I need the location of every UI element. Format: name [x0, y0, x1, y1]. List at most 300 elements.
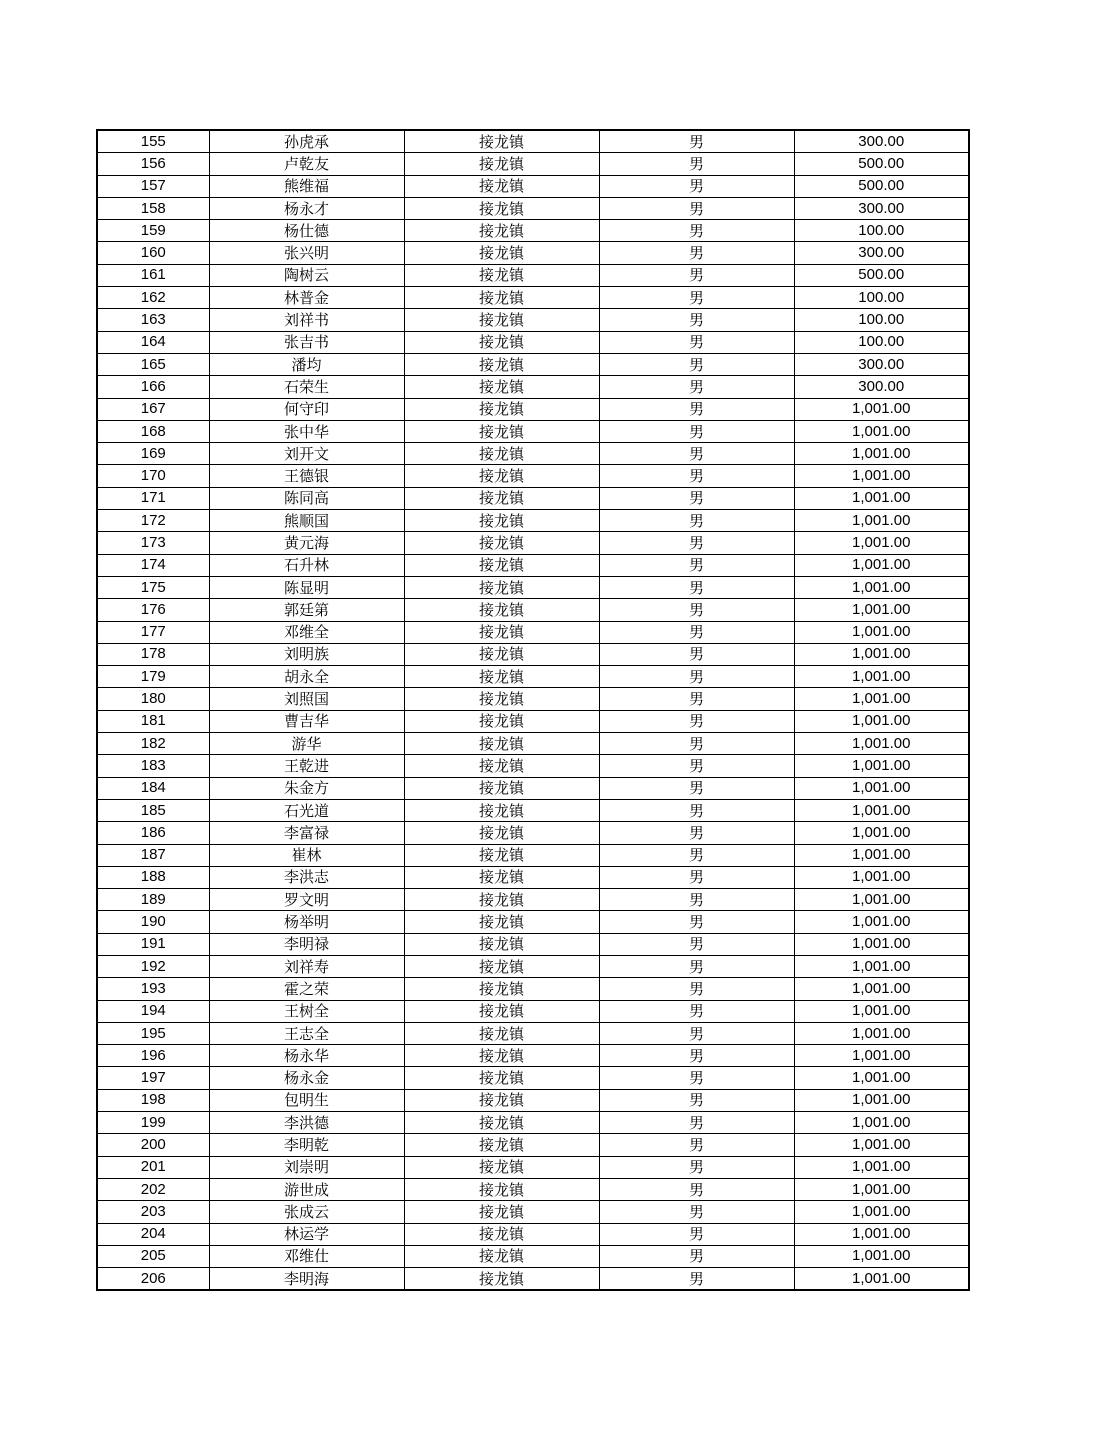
- amount-cell: 500.00: [794, 175, 969, 197]
- row-number-cell: 157: [97, 175, 209, 197]
- amount-cell: 1,001.00: [794, 1045, 969, 1067]
- table-row: [97, 710, 969, 732]
- name-cell: 邓维仕: [209, 1245, 404, 1267]
- amount-cell: 1,001.00: [794, 1134, 969, 1156]
- amount-cell: 1,001.00: [794, 465, 969, 487]
- amount-cell: 1,001.00: [794, 487, 969, 509]
- table-row: [97, 576, 969, 598]
- amount-cell: 1,001.00: [794, 510, 969, 532]
- name-cell: 刘崇明: [209, 1156, 404, 1178]
- gender-cell: 男: [599, 1245, 794, 1267]
- town-cell: 接龙镇: [404, 1178, 599, 1200]
- amount-cell: 1,001.00: [794, 554, 969, 576]
- table-row: [97, 1245, 969, 1267]
- town-cell: 接龙镇: [404, 1000, 599, 1022]
- town-cell: 接龙镇: [404, 710, 599, 732]
- name-cell: 杨永才: [209, 197, 404, 219]
- gender-cell: 男: [599, 889, 794, 911]
- town-cell: 接龙镇: [404, 621, 599, 643]
- amount-cell: 1,001.00: [794, 643, 969, 665]
- row-number-cell: 199: [97, 1112, 209, 1134]
- table-row: [97, 889, 969, 911]
- name-cell: 游华: [209, 733, 404, 755]
- name-cell: 杨永金: [209, 1067, 404, 1089]
- row-number-cell: 198: [97, 1089, 209, 1111]
- amount-cell: 1,001.00: [794, 532, 969, 554]
- town-cell: 接龙镇: [404, 510, 599, 532]
- town-cell: 接龙镇: [404, 242, 599, 264]
- amount-cell: 1,001.00: [794, 398, 969, 420]
- table-row: [97, 666, 969, 688]
- gender-cell: 男: [599, 1268, 794, 1291]
- table-row: [97, 822, 969, 844]
- town-cell: 接龙镇: [404, 911, 599, 933]
- row-number-cell: 171: [97, 487, 209, 509]
- name-cell: 刘祥书: [209, 309, 404, 331]
- town-cell: 接龙镇: [404, 1134, 599, 1156]
- town-cell: 接龙镇: [404, 220, 599, 242]
- table-row: [97, 220, 969, 242]
- town-cell: 接龙镇: [404, 1112, 599, 1134]
- table-row: [97, 398, 969, 420]
- gender-cell: 男: [599, 554, 794, 576]
- table-row: [97, 777, 969, 799]
- data-sheet: [96, 129, 968, 1291]
- name-cell: 张吉书: [209, 331, 404, 353]
- gender-cell: 男: [599, 309, 794, 331]
- gender-cell: 男: [599, 532, 794, 554]
- name-cell: 杨仕德: [209, 220, 404, 242]
- town-cell: 接龙镇: [404, 1067, 599, 1089]
- town-cell: 接龙镇: [404, 398, 599, 420]
- gender-cell: 男: [599, 576, 794, 598]
- row-number-cell: 200: [97, 1134, 209, 1156]
- gender-cell: 男: [599, 933, 794, 955]
- name-cell: 郭廷第: [209, 599, 404, 621]
- gender-cell: 男: [599, 1156, 794, 1178]
- name-cell: 陈显明: [209, 576, 404, 598]
- town-cell: 接龙镇: [404, 309, 599, 331]
- name-cell: 林普金: [209, 287, 404, 309]
- table-row: [97, 1201, 969, 1223]
- name-cell: 张兴明: [209, 242, 404, 264]
- table-row: [97, 130, 969, 153]
- gender-cell: 男: [599, 331, 794, 353]
- amount-cell: 300.00: [794, 242, 969, 264]
- row-number-cell: 185: [97, 799, 209, 821]
- town-cell: 接龙镇: [404, 331, 599, 353]
- table-row: [97, 309, 969, 331]
- gender-cell: 男: [599, 287, 794, 309]
- row-number-cell: 174: [97, 554, 209, 576]
- name-cell: 王树全: [209, 1000, 404, 1022]
- town-cell: 接龙镇: [404, 420, 599, 442]
- row-number-cell: 202: [97, 1178, 209, 1200]
- amount-cell: 1,001.00: [794, 1089, 969, 1111]
- amount-cell: 1,001.00: [794, 420, 969, 442]
- town-cell: 接龙镇: [404, 1223, 599, 1245]
- row-number-cell: 169: [97, 443, 209, 465]
- row-number-cell: 193: [97, 978, 209, 1000]
- amount-cell: 1,001.00: [794, 933, 969, 955]
- amount-cell: 1,001.00: [794, 1000, 969, 1022]
- amount-cell: 1,001.00: [794, 1223, 969, 1245]
- table-row: [97, 911, 969, 933]
- amount-cell: 1,001.00: [794, 1067, 969, 1089]
- name-cell: 刘明族: [209, 643, 404, 665]
- town-cell: 接龙镇: [404, 576, 599, 598]
- table-row: [97, 688, 969, 710]
- name-cell: 陶树云: [209, 264, 404, 286]
- name-cell: 李明海: [209, 1268, 404, 1291]
- table-row: [97, 1134, 969, 1156]
- table-row: [97, 1178, 969, 1200]
- row-number-cell: 163: [97, 309, 209, 331]
- name-cell: 陈同高: [209, 487, 404, 509]
- gender-cell: 男: [599, 599, 794, 621]
- row-number-cell: 167: [97, 398, 209, 420]
- gender-cell: 男: [599, 688, 794, 710]
- amount-cell: 1,001.00: [794, 1022, 969, 1044]
- row-number-cell: 160: [97, 242, 209, 264]
- name-cell: 曹吉华: [209, 710, 404, 732]
- table-row: [97, 866, 969, 888]
- name-cell: 朱金方: [209, 777, 404, 799]
- table-row: [97, 933, 969, 955]
- name-cell: 刘开文: [209, 443, 404, 465]
- town-cell: 接龙镇: [404, 1245, 599, 1267]
- amount-cell: 1,001.00: [794, 1268, 969, 1291]
- town-cell: 接龙镇: [404, 130, 599, 153]
- table-row: [97, 175, 969, 197]
- amount-cell: 100.00: [794, 309, 969, 331]
- gender-cell: 男: [599, 264, 794, 286]
- gender-cell: 男: [599, 1089, 794, 1111]
- row-number-cell: 197: [97, 1067, 209, 1089]
- gender-cell: 男: [599, 465, 794, 487]
- amount-cell: 1,001.00: [794, 844, 969, 866]
- gender-cell: 男: [599, 153, 794, 175]
- gender-cell: 男: [599, 755, 794, 777]
- town-cell: 接龙镇: [404, 264, 599, 286]
- row-number-cell: 168: [97, 420, 209, 442]
- name-cell: 何守印: [209, 398, 404, 420]
- gender-cell: 男: [599, 844, 794, 866]
- gender-cell: 男: [599, 733, 794, 755]
- gender-cell: 男: [599, 242, 794, 264]
- town-cell: 接龙镇: [404, 688, 599, 710]
- gender-cell: 男: [599, 1022, 794, 1044]
- name-cell: 孙虎承: [209, 130, 404, 153]
- name-cell: 刘祥寿: [209, 955, 404, 977]
- gender-cell: 男: [599, 799, 794, 821]
- town-cell: 接龙镇: [404, 866, 599, 888]
- name-cell: 李明禄: [209, 933, 404, 955]
- row-number-cell: 156: [97, 153, 209, 175]
- table-row: [97, 376, 969, 398]
- name-cell: 李洪志: [209, 866, 404, 888]
- name-cell: 黄元海: [209, 532, 404, 554]
- row-number-cell: 164: [97, 331, 209, 353]
- table-row: [97, 621, 969, 643]
- row-number-cell: 201: [97, 1156, 209, 1178]
- amount-cell: 1,001.00: [794, 443, 969, 465]
- row-number-cell: 195: [97, 1022, 209, 1044]
- table-row: [97, 153, 969, 175]
- table-row: [97, 599, 969, 621]
- name-cell: 张成云: [209, 1201, 404, 1223]
- amount-cell: 1,001.00: [794, 688, 969, 710]
- amount-cell: 500.00: [794, 153, 969, 175]
- name-cell: 李富禄: [209, 822, 404, 844]
- row-number-cell: 184: [97, 777, 209, 799]
- town-cell: 接龙镇: [404, 933, 599, 955]
- name-cell: 邓维全: [209, 621, 404, 643]
- town-cell: 接龙镇: [404, 532, 599, 554]
- name-cell: 王志全: [209, 1022, 404, 1044]
- table-row: [97, 264, 969, 286]
- gender-cell: 男: [599, 911, 794, 933]
- amount-cell: 1,001.00: [794, 733, 969, 755]
- town-cell: 接龙镇: [404, 1201, 599, 1223]
- amount-cell: 1,001.00: [794, 955, 969, 977]
- gender-cell: 男: [599, 777, 794, 799]
- amount-cell: 1,001.00: [794, 1201, 969, 1223]
- gender-cell: 男: [599, 1112, 794, 1134]
- name-cell: 熊维福: [209, 175, 404, 197]
- name-cell: 王乾进: [209, 755, 404, 777]
- table-row: [97, 733, 969, 755]
- row-number-cell: 189: [97, 889, 209, 911]
- row-number-cell: 188: [97, 866, 209, 888]
- town-cell: 接龙镇: [404, 353, 599, 375]
- gender-cell: 男: [599, 443, 794, 465]
- table-row: [97, 1223, 969, 1245]
- row-number-cell: 192: [97, 955, 209, 977]
- table-row: [97, 465, 969, 487]
- gender-cell: 男: [599, 197, 794, 219]
- town-cell: 接龙镇: [404, 287, 599, 309]
- table-row: [97, 443, 969, 465]
- town-cell: 接龙镇: [404, 844, 599, 866]
- gender-cell: 男: [599, 510, 794, 532]
- town-cell: 接龙镇: [404, 1268, 599, 1291]
- town-cell: 接龙镇: [404, 153, 599, 175]
- name-cell: 游世成: [209, 1178, 404, 1200]
- town-cell: 接龙镇: [404, 554, 599, 576]
- gender-cell: 男: [599, 353, 794, 375]
- amount-cell: 1,001.00: [794, 599, 969, 621]
- gender-cell: 男: [599, 643, 794, 665]
- gender-cell: 男: [599, 710, 794, 732]
- records-table: [96, 129, 970, 1291]
- amount-cell: 1,001.00: [794, 866, 969, 888]
- name-cell: 包明生: [209, 1089, 404, 1111]
- gender-cell: 男: [599, 1134, 794, 1156]
- name-cell: 霍之荣: [209, 978, 404, 1000]
- table-row: [97, 1067, 969, 1089]
- town-cell: 接龙镇: [404, 733, 599, 755]
- town-cell: 接龙镇: [404, 822, 599, 844]
- row-number-cell: 181: [97, 710, 209, 732]
- amount-cell: 1,001.00: [794, 889, 969, 911]
- gender-cell: 男: [599, 1045, 794, 1067]
- row-number-cell: 182: [97, 733, 209, 755]
- gender-cell: 男: [599, 487, 794, 509]
- row-number-cell: 180: [97, 688, 209, 710]
- name-cell: 石光道: [209, 799, 404, 821]
- gender-cell: 男: [599, 220, 794, 242]
- table-row: [97, 1112, 969, 1134]
- name-cell: 石荣生: [209, 376, 404, 398]
- row-number-cell: 191: [97, 933, 209, 955]
- table-row: [97, 287, 969, 309]
- row-number-cell: 204: [97, 1223, 209, 1245]
- table-row: [97, 197, 969, 219]
- town-cell: 接龙镇: [404, 1045, 599, 1067]
- table-row: [97, 242, 969, 264]
- amount-cell: 1,001.00: [794, 1178, 969, 1200]
- amount-cell: 1,001.00: [794, 822, 969, 844]
- amount-cell: 100.00: [794, 287, 969, 309]
- amount-cell: 1,001.00: [794, 978, 969, 1000]
- table-row: [97, 844, 969, 866]
- gender-cell: 男: [599, 666, 794, 688]
- gender-cell: 男: [599, 376, 794, 398]
- row-number-cell: 173: [97, 532, 209, 554]
- row-number-cell: 166: [97, 376, 209, 398]
- name-cell: 罗文明: [209, 889, 404, 911]
- table-row: [97, 978, 969, 1000]
- row-number-cell: 190: [97, 911, 209, 933]
- gender-cell: 男: [599, 1067, 794, 1089]
- row-number-cell: 170: [97, 465, 209, 487]
- town-cell: 接龙镇: [404, 889, 599, 911]
- gender-cell: 男: [599, 175, 794, 197]
- gender-cell: 男: [599, 1201, 794, 1223]
- amount-cell: 1,001.00: [794, 777, 969, 799]
- name-cell: 卢乾友: [209, 153, 404, 175]
- name-cell: 胡永全: [209, 666, 404, 688]
- table-row: [97, 755, 969, 777]
- name-cell: 熊顺国: [209, 510, 404, 532]
- row-number-cell: 175: [97, 576, 209, 598]
- table-row: [97, 955, 969, 977]
- name-cell: 潘均: [209, 353, 404, 375]
- town-cell: 接龙镇: [404, 1089, 599, 1111]
- amount-cell: 300.00: [794, 353, 969, 375]
- name-cell: 杨举明: [209, 911, 404, 933]
- gender-cell: 男: [599, 420, 794, 442]
- row-number-cell: 155: [97, 130, 209, 153]
- row-number-cell: 177: [97, 621, 209, 643]
- row-number-cell: 162: [97, 287, 209, 309]
- row-number-cell: 205: [97, 1245, 209, 1267]
- table-row: [97, 1045, 969, 1067]
- town-cell: 接龙镇: [404, 777, 599, 799]
- gender-cell: 男: [599, 978, 794, 1000]
- gender-cell: 男: [599, 1223, 794, 1245]
- amount-cell: 1,001.00: [794, 666, 969, 688]
- row-number-cell: 165: [97, 353, 209, 375]
- town-cell: 接龙镇: [404, 1156, 599, 1178]
- amount-cell: 300.00: [794, 197, 969, 219]
- table-row: [97, 1268, 969, 1291]
- name-cell: 李明乾: [209, 1134, 404, 1156]
- table-row: [97, 1000, 969, 1022]
- row-number-cell: 172: [97, 510, 209, 532]
- amount-cell: 1,001.00: [794, 1245, 969, 1267]
- amount-cell: 1,001.00: [794, 1112, 969, 1134]
- name-cell: 崔林: [209, 844, 404, 866]
- row-number-cell: 161: [97, 264, 209, 286]
- table-row: [97, 1022, 969, 1044]
- town-cell: 接龙镇: [404, 599, 599, 621]
- row-number-cell: 179: [97, 666, 209, 688]
- gender-cell: 男: [599, 1000, 794, 1022]
- amount-cell: 300.00: [794, 130, 969, 153]
- amount-cell: 100.00: [794, 220, 969, 242]
- town-cell: 接龙镇: [404, 443, 599, 465]
- gender-cell: 男: [599, 398, 794, 420]
- name-cell: 李洪德: [209, 1112, 404, 1134]
- town-cell: 接龙镇: [404, 465, 599, 487]
- row-number-cell: 187: [97, 844, 209, 866]
- row-number-cell: 176: [97, 599, 209, 621]
- table-row: [97, 331, 969, 353]
- town-cell: 接龙镇: [404, 197, 599, 219]
- row-number-cell: 183: [97, 755, 209, 777]
- gender-cell: 男: [599, 866, 794, 888]
- table-row: [97, 799, 969, 821]
- town-cell: 接龙镇: [404, 755, 599, 777]
- name-cell: 杨永华: [209, 1045, 404, 1067]
- table-row: [97, 532, 969, 554]
- table-row: [97, 1156, 969, 1178]
- row-number-cell: 186: [97, 822, 209, 844]
- amount-cell: 300.00: [794, 376, 969, 398]
- town-cell: 接龙镇: [404, 666, 599, 688]
- town-cell: 接龙镇: [404, 955, 599, 977]
- name-cell: 王德银: [209, 465, 404, 487]
- row-number-cell: 178: [97, 643, 209, 665]
- town-cell: 接龙镇: [404, 376, 599, 398]
- name-cell: 林运学: [209, 1223, 404, 1245]
- amount-cell: 1,001.00: [794, 576, 969, 598]
- amount-cell: 1,001.00: [794, 1156, 969, 1178]
- table-row: [97, 487, 969, 509]
- table-row: [97, 643, 969, 665]
- town-cell: 接龙镇: [404, 799, 599, 821]
- table-row: [97, 353, 969, 375]
- town-cell: 接龙镇: [404, 1022, 599, 1044]
- table-row: [97, 554, 969, 576]
- amount-cell: 1,001.00: [794, 911, 969, 933]
- amount-cell: 1,001.00: [794, 710, 969, 732]
- row-number-cell: 203: [97, 1201, 209, 1223]
- table-row: [97, 510, 969, 532]
- gender-cell: 男: [599, 822, 794, 844]
- amount-cell: 1,001.00: [794, 621, 969, 643]
- name-cell: 石升林: [209, 554, 404, 576]
- amount-cell: 1,001.00: [794, 799, 969, 821]
- table-row: [97, 1089, 969, 1111]
- gender-cell: 男: [599, 130, 794, 153]
- amount-cell: 1,001.00: [794, 755, 969, 777]
- gender-cell: 男: [599, 1178, 794, 1200]
- town-cell: 接龙镇: [404, 487, 599, 509]
- town-cell: 接龙镇: [404, 978, 599, 1000]
